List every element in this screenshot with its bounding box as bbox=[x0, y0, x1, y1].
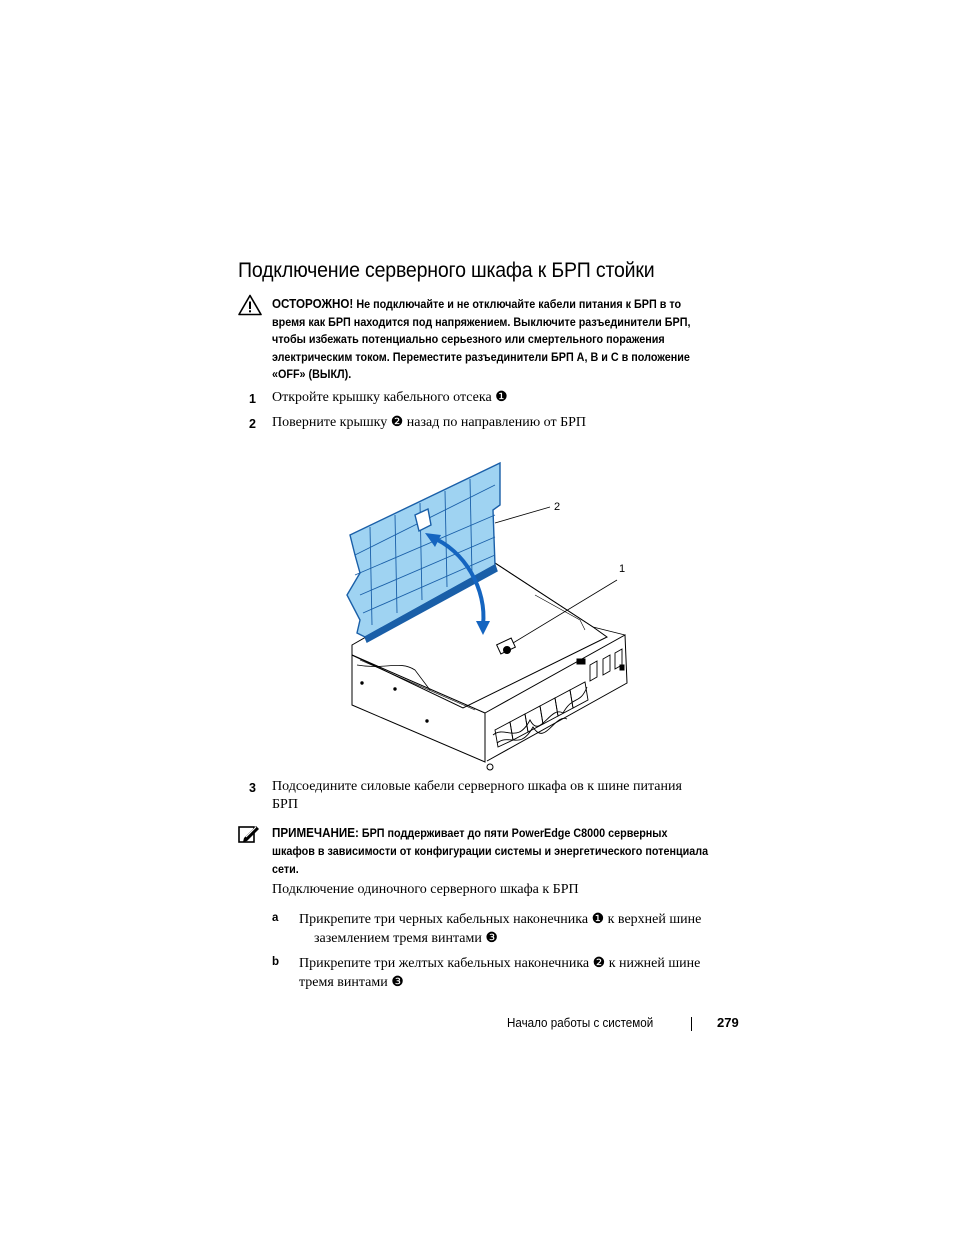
caution-label: ОСТОРОЖНО! bbox=[272, 297, 354, 311]
substep-text-line2: тремя винтами ❸ bbox=[299, 975, 404, 990]
substep-letter: b bbox=[272, 956, 280, 968]
substep-letter: a bbox=[272, 912, 279, 924]
intro-text: Подключение одиночного серверного шкафа к БРП bbox=[272, 882, 579, 897]
page-title: Подключение серверного шкафа к БРП стойки bbox=[238, 259, 655, 282]
callout-2: 2 bbox=[554, 501, 561, 513]
note-pencil-icon bbox=[238, 824, 260, 844]
caution-block bbox=[272, 296, 709, 384]
substep-b bbox=[272, 954, 742, 994]
substep-text-line2: заземлением тремя винтами ❸ bbox=[314, 931, 498, 946]
step-text: Откройте крышку кабельного отсека ❶ bbox=[272, 390, 508, 405]
step-text: Поверните крышку ❷ назад по направлению от БРП bbox=[272, 415, 587, 430]
note-label: ПРИМЕЧАНИЕ: bbox=[272, 826, 359, 840]
callout-1: 1 bbox=[619, 563, 626, 575]
note-block bbox=[272, 824, 709, 879]
note-text: БРП поддерживает до пяти PowerEdge C8000 серверных шкафов в зависимости от конфигурации системы и энергетического потенциала сети. bbox=[272, 827, 709, 876]
page-number: 279 bbox=[717, 1015, 739, 1030]
footer-section-title: Начало работы с системой bbox=[507, 1016, 654, 1030]
step-number: 2 bbox=[249, 417, 256, 431]
step-number: 3 bbox=[249, 781, 256, 795]
substep-text: Прикрепите три желтых кабельных наконечника ❷ к нижней шине bbox=[299, 956, 701, 971]
step-text-line1: Подсоедините силовые кабели серверного шкафа ов к шине питания bbox=[272, 779, 682, 794]
step-text-line2: БРП bbox=[272, 797, 298, 812]
footer-separator bbox=[691, 1017, 692, 1031]
caution-text: Не подключайте и не отключайте кабели питания к БРП в то время как БРП находится под напряжением. Выключите разъединители БРП, чтобы избежать потенциально серьезного или смертельного поражения электрическим током. Переместите разъединители БРП A, B и C в положение «OFF» (ВЫКЛ). bbox=[272, 298, 691, 382]
substep-a bbox=[272, 910, 742, 950]
substep-text: Прикрепите три черных кабельных наконечника ❶ к верхней шине bbox=[299, 912, 702, 927]
caution-icon bbox=[238, 294, 262, 316]
cable-cover-figure bbox=[335, 455, 635, 775]
step-number: 1 bbox=[249, 392, 256, 406]
